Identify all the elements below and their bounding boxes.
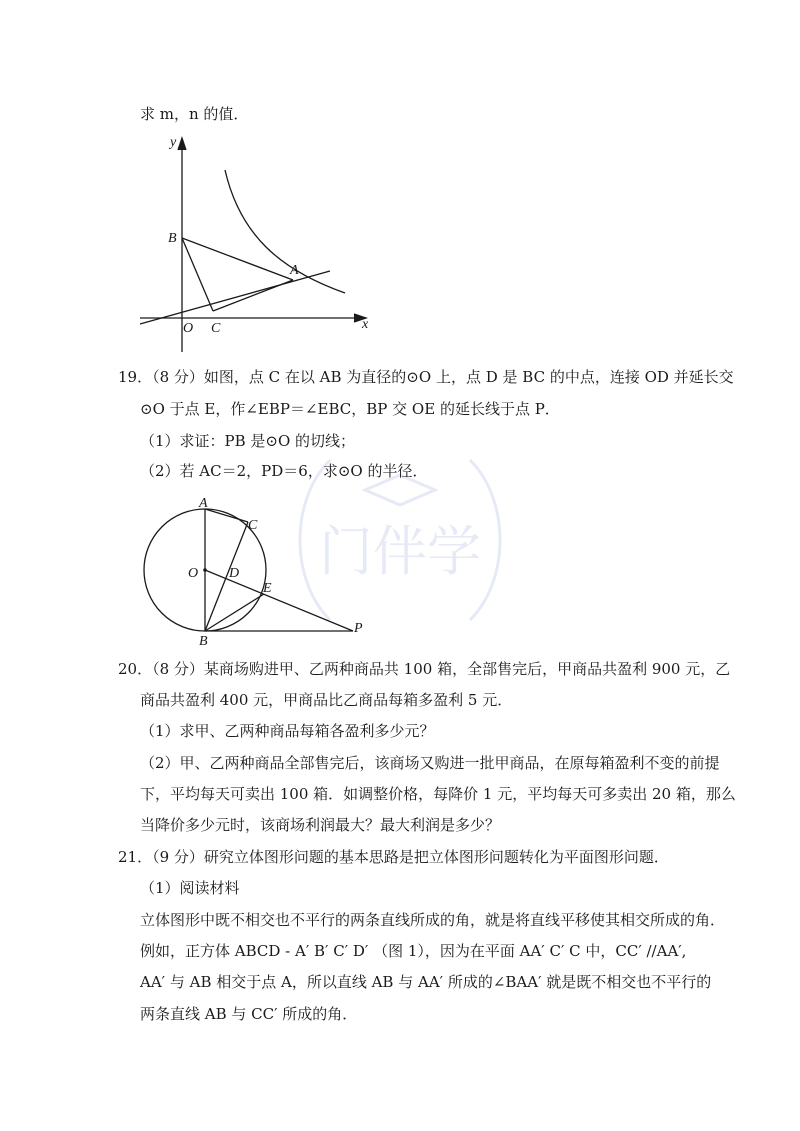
q19-line2: ⊙O 于点 E，作∠EBP＝∠EBC，BP 交 OE 的延长线于点 P． [140, 400, 560, 418]
line-oa [140, 271, 330, 324]
q21-p3: AA′ 与 AB 相交于点 A，所以直线 AB 与 AA′ 所成的∠BAA′ 就是既不相交也不平行的 [140, 973, 712, 991]
q21-p1: 立体图形中既不相交也不平行的两条直线所成的角，就是将直线平移使其相交所成的角． [140, 911, 726, 929]
segment-bc [205, 522, 248, 631]
watermark-text: 门伴学 [319, 522, 481, 582]
q20-part2-l3: 当降价多少元时，该商场利润最大？最大利润是多少？ [140, 816, 501, 834]
segment-ba [182, 238, 293, 280]
q20-part1: （1）求甲、乙两种商品每箱各盈利多少元？ [140, 722, 435, 740]
segment-ca [213, 280, 293, 311]
label-a: A [290, 263, 299, 278]
figure-circle [135, 495, 375, 645]
q18-tail: 求 m，n 的值． [140, 105, 249, 123]
q20-part2-l1: （2）甲、乙两种商品全部售完后，该商场又购进一批甲商品，在原每箱盈利不变的前提 [140, 754, 720, 772]
center-point [203, 568, 207, 572]
label-x: x [362, 317, 369, 332]
q20-line2: 商品共盈利 400 元，甲商品比乙商品每箱多盈利 5 元． [140, 691, 513, 709]
label-d: D [229, 566, 240, 581]
segment-be [205, 594, 264, 631]
label-p: P [354, 621, 363, 636]
q21-p2: 例如，正方体 ABCD - A′ B′ C′ D′ （图 1），因为在平面 AA′ C′ C 中，CC′ //AA′, [140, 942, 687, 960]
label-c: C [248, 518, 258, 533]
segment-op [205, 570, 353, 631]
q19-line1: 19．（8 分）如图，点 C 在以 AB 为直径的⊙O 上，点 D 是 BC 的中点，连接 OD 并延长交 [118, 368, 734, 386]
q19-part1: （1）求证：PB 是⊙O 的切线； [140, 432, 356, 450]
label-y: y [170, 135, 177, 150]
label-o: O [183, 321, 194, 336]
y-axis-arrow [178, 138, 186, 150]
label-e: E [263, 581, 272, 596]
q20-part2-l2: 下，平均每天可卖出 100 箱．如调整价格，每降价 1 元，平均每天可多卖出 20 箱，那么 [140, 785, 736, 803]
label-a: A [199, 496, 208, 511]
q21-part1: （1）阅读材料 [140, 879, 240, 897]
label-b: B [168, 231, 177, 246]
segment-ac [205, 509, 248, 522]
figure-coordinate [130, 130, 380, 360]
segment-bc [182, 238, 213, 311]
q21-line1: 21．（9 分）研究立体图形问题的基本思路是把立体图形问题转化为平面图形问题． [118, 848, 669, 866]
q19-part2: （2）若 AC＝2，PD＝6，求⊙O 的半径． [140, 462, 428, 480]
label-b: B [199, 634, 208, 645]
hyperbola-curve [225, 170, 345, 293]
q21-p4: 两条直线 AB 与 CC′ 所成的角． [140, 1005, 358, 1023]
label-o: O [188, 566, 199, 581]
label-c: C [211, 321, 221, 336]
q20-line1: 20．（8 分）某商场购进甲、乙两种商品共 100 箱，全部售完后，甲商品共盈利 900 元，乙 [118, 660, 731, 678]
